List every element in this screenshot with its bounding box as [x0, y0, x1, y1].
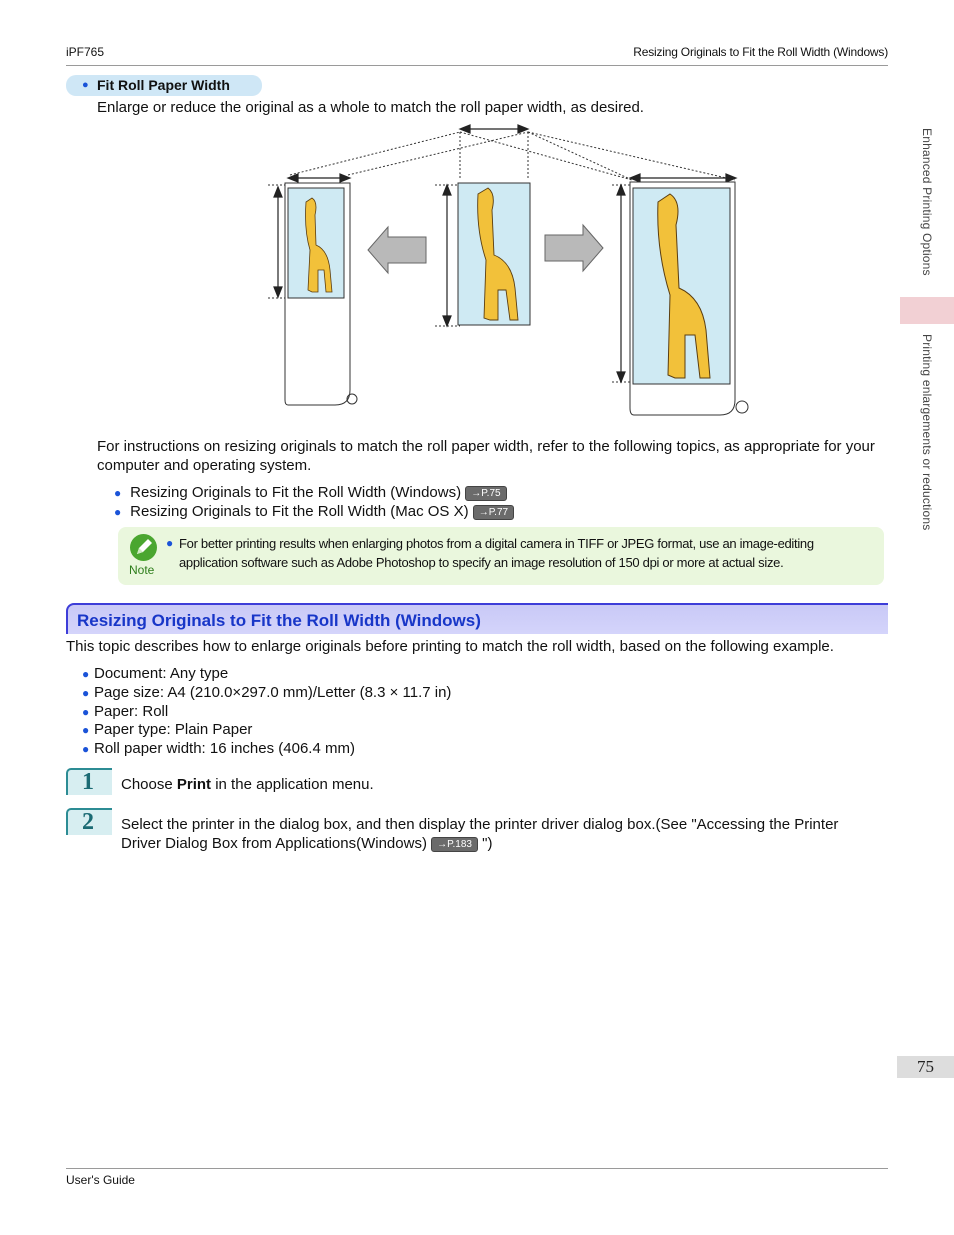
note-body: For better printing results when enlarging photos from a digital camera in TIFF or JPEG format, use an image-editing application software such as Adobe Photoshop to specify an image resolution of 150 dpi or more at actual size.	[179, 536, 814, 570]
bullet-icon: ●	[82, 723, 90, 738]
fit-roll-illustration	[260, 120, 760, 420]
bullet-icon: ●	[114, 486, 122, 500]
fit-roll-heading	[66, 75, 262, 96]
bullet-icon: ●	[166, 536, 173, 550]
bullet-icon: ●	[82, 685, 90, 700]
pencil-icon	[130, 534, 157, 561]
step-number: 2	[66, 808, 112, 835]
note-text	[166, 534, 866, 572]
side-tab-chapter[interactable]: Enhanced Printing Options	[920, 128, 934, 276]
page-ref-badge[interactable]: →P.183	[431, 837, 478, 852]
section-description: This topic describes how to enlarge originals before printing to match the roll width, based on the following example.	[66, 638, 834, 655]
bullet-icon: ●	[82, 742, 90, 757]
side-tab-section[interactable]: Printing enlargements or reductions	[920, 334, 934, 531]
bullet-icon: ●	[82, 79, 89, 91]
step-1-text: Choose Print in the application menu.	[121, 776, 374, 793]
page-ref-badge[interactable]: →P.75	[465, 486, 506, 501]
step-number: 1	[66, 768, 112, 795]
list-item: ● Paper: Roll	[82, 702, 169, 720]
example-list	[82, 665, 451, 759]
fit-roll-heading-text: Fit Roll Paper Width	[97, 77, 230, 93]
link-item	[114, 483, 507, 503]
note-box	[118, 527, 884, 585]
list-item: ● Document: Any type	[82, 665, 229, 682]
side-tab-marker	[900, 297, 954, 324]
header-divider	[66, 65, 888, 66]
page-ref-badge[interactable]: →P.77	[473, 505, 514, 520]
link-windows[interactable]: Resizing Originals to Fit the Roll Width (Windows)	[130, 484, 462, 501]
instructions-text: For instructions on resizing originals to match the roll paper width, refer to the following topics, as appropriate for your computer and operating system.	[97, 438, 875, 474]
bullet-icon: ●	[82, 704, 90, 719]
fit-roll-description: Enlarge or reduce the original as a whole to match the roll paper width, as desired.	[97, 99, 644, 116]
footer-divider	[66, 1168, 888, 1169]
section-heading-bar	[66, 603, 888, 634]
list-item: ● Page size: A4 (210.0×297.0 mm)/Letter (8.3 × 11.7 in)	[82, 683, 452, 701]
header-product: iPF765	[66, 45, 105, 59]
list-item: ● Roll paper width: 16 inches (406.4 mm)	[82, 740, 355, 758]
bullet-icon: ●	[82, 667, 90, 681]
list-item: ● Paper type: Plain Paper	[82, 721, 253, 739]
footer-title: User's Guide	[66, 1173, 135, 1187]
header-topic: Resizing Originals to Fit the Roll Width (Windows)	[633, 45, 888, 59]
link-item	[114, 502, 514, 522]
bullet-icon: ●	[114, 505, 122, 519]
page-number: 75	[897, 1056, 954, 1078]
step-2-text: Select the printer in the dialog box, and then display the printer driver dialog box.(See "Accessing the Printer Driver Dialog Box from Applications(Windows) →P.183 ")	[121, 816, 839, 852]
note-label: Note	[129, 563, 155, 577]
link-mac[interactable]: Resizing Originals to Fit the Roll Width (Mac OS X)	[130, 503, 469, 520]
section-title: Resizing Originals to Fit the Roll Width (Windows)	[77, 611, 481, 630]
